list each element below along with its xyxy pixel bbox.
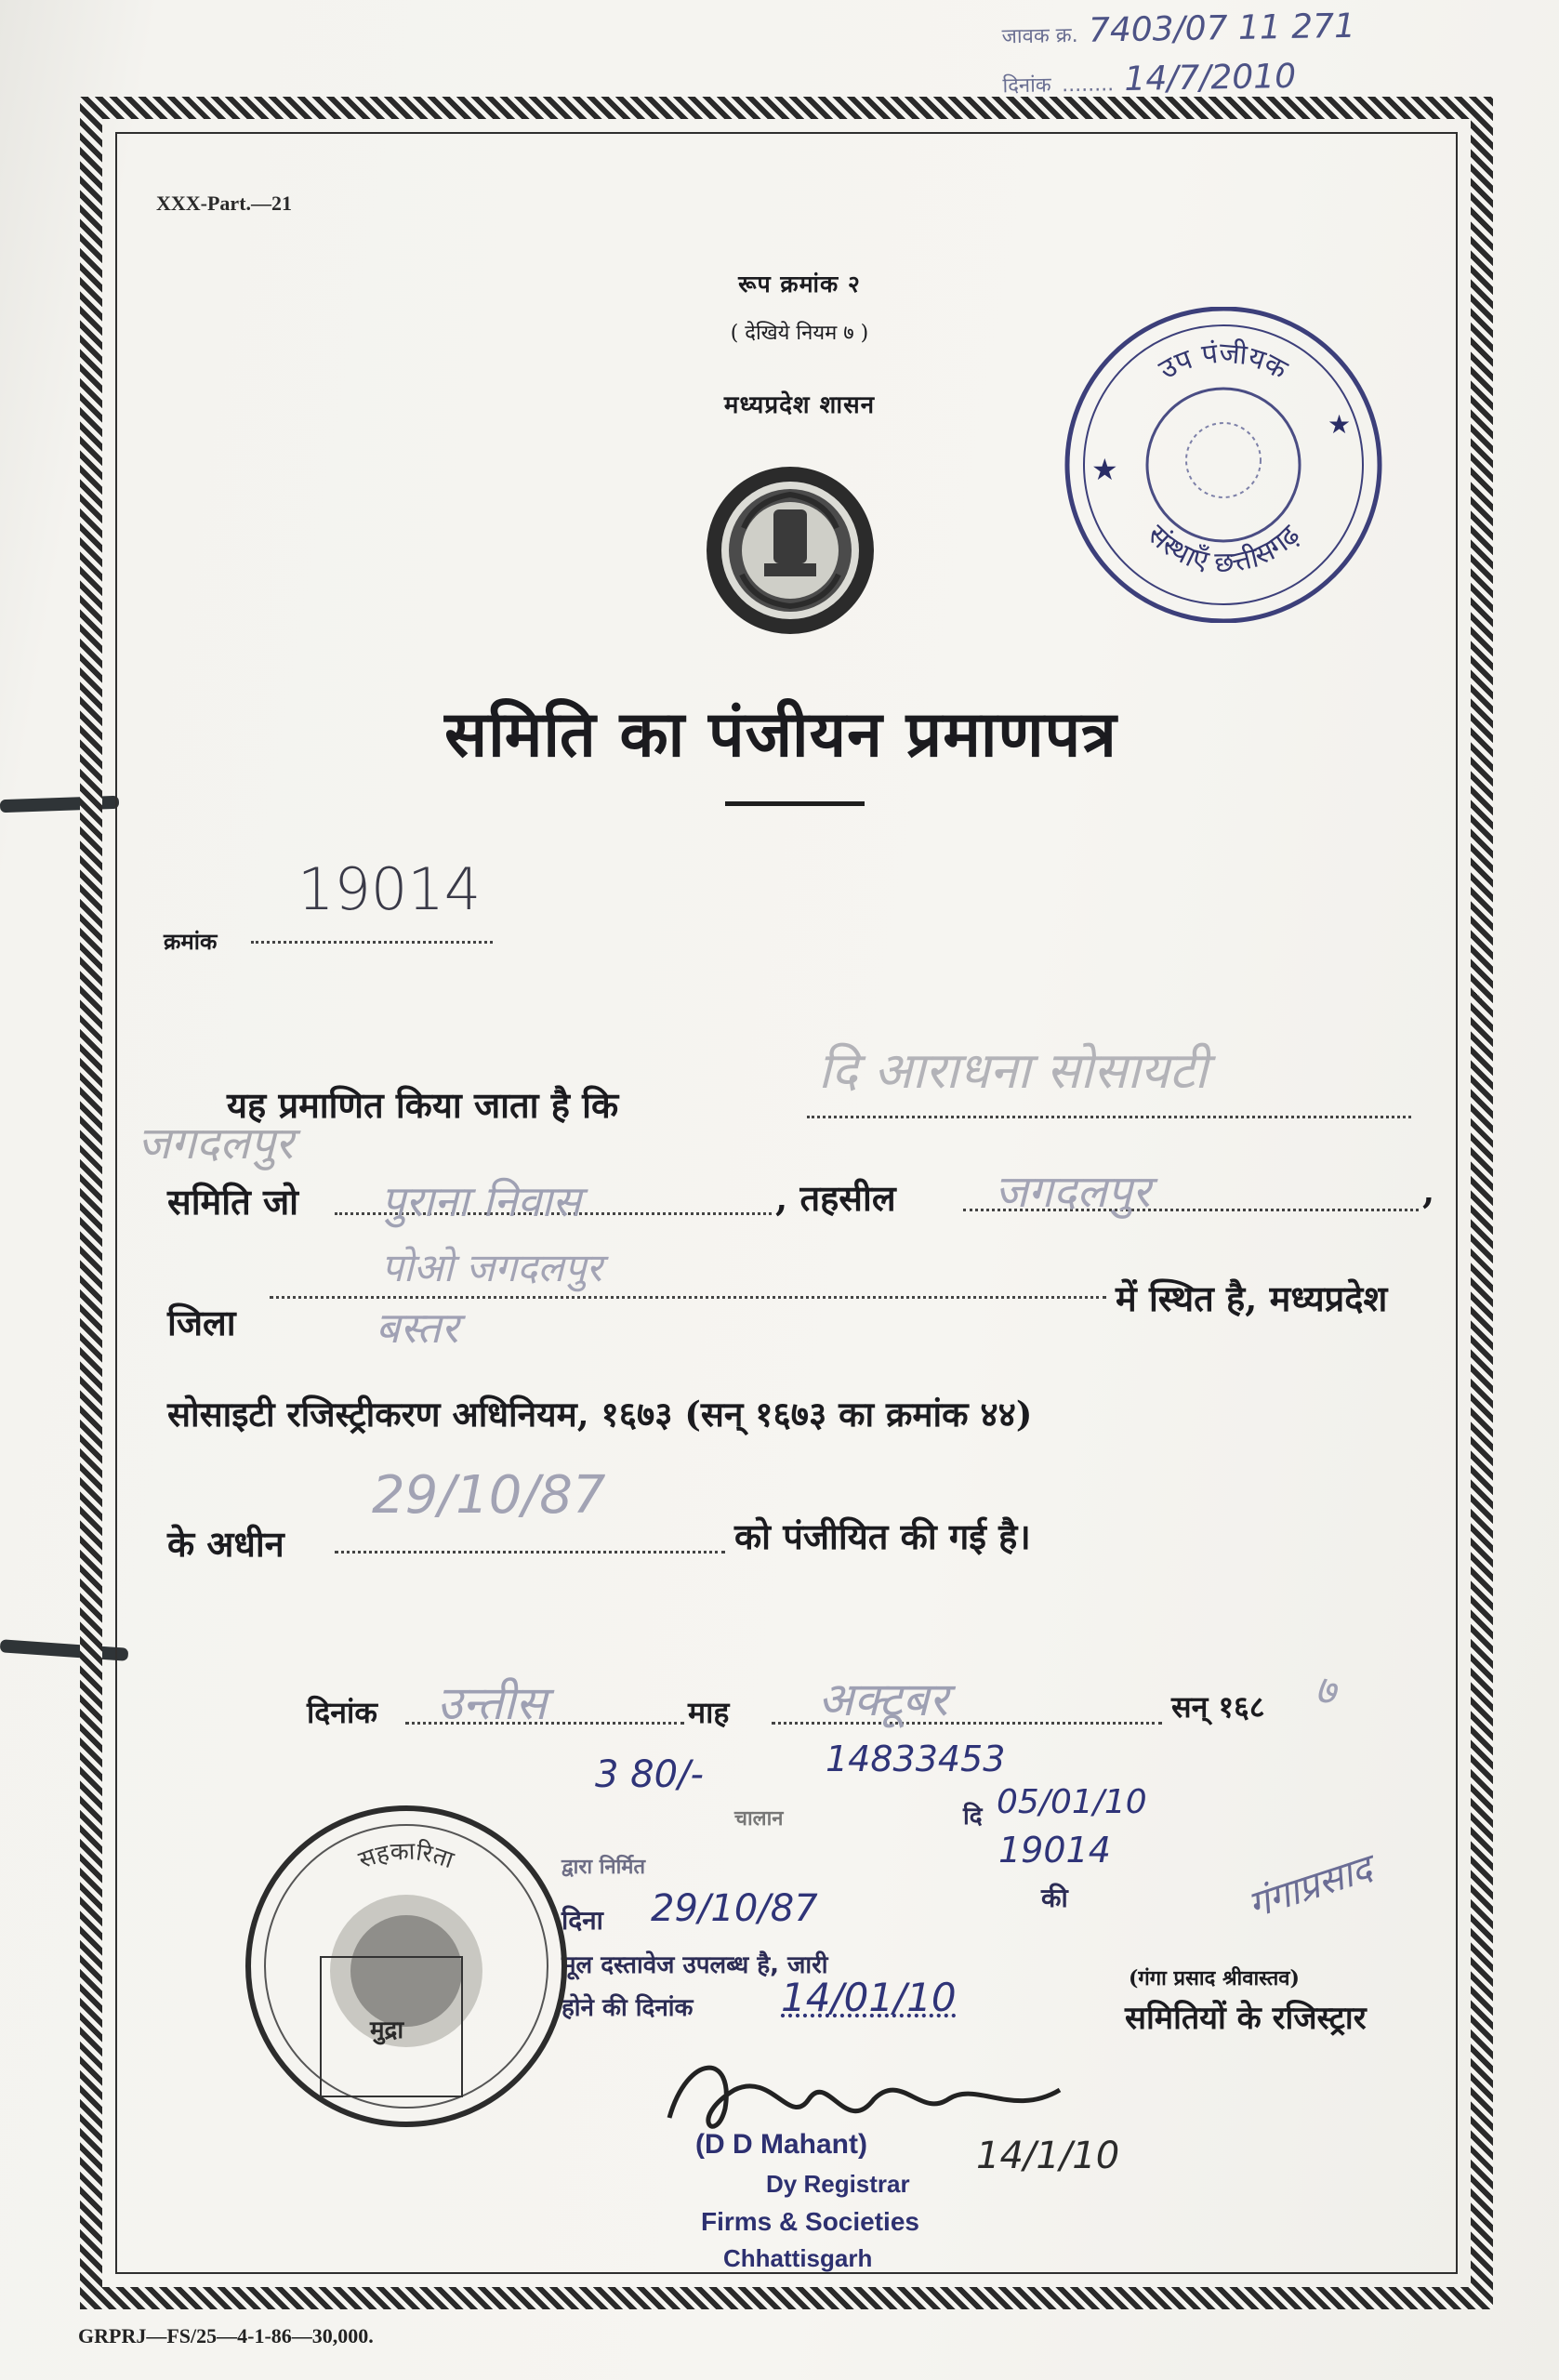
government-name: मध्यप्रदेश शासन — [723, 391, 876, 419]
state-emblem-icon — [699, 463, 881, 638]
officer-state: Chhattisgarh — [723, 2244, 873, 2272]
date-day: उन्तीस — [437, 1676, 548, 1730]
endorse-date-label: दिना — [562, 1905, 603, 1936]
serial-dotted-line — [251, 941, 493, 944]
form-code: XXX-Part.—21 — [156, 192, 293, 215]
year-digit: ७ — [1315, 1667, 1336, 1714]
serial-number: 19014 — [297, 855, 482, 923]
society-name-line — [807, 1116, 1411, 1118]
certificate-title: समिति का पंजीयन प्रमाणपत्र — [444, 697, 1117, 772]
prepared-number: 19014 — [998, 1830, 1111, 1871]
society-name-continued: जगदलपुर — [138, 1117, 294, 1170]
dispatch-date: 14/7/2010 — [1124, 57, 1297, 99]
dispatch-reference: जावक क्र. 7403/07 11 271 दिनांक ........ 14/7/2010 — [1001, 7, 1356, 99]
issue-date-label: होने की दिनांक — [562, 1994, 694, 2022]
registrar-designation: समितियों के रजिस्ट्रार — [1125, 2000, 1367, 2037]
registration-date: 29/10/87 — [372, 1465, 606, 1526]
dispatch-date-label: दिनांक — [1002, 73, 1051, 99]
district-label: जिला — [167, 1302, 236, 1343]
registration-date-line — [335, 1551, 725, 1554]
serial-label: क्रमांक — [164, 928, 218, 955]
month-label: माह — [688, 1695, 730, 1730]
form-number: रूप क्रमांक २ — [738, 271, 861, 298]
date-label: दिनांक — [307, 1695, 377, 1730]
star-icon: ★ — [1328, 409, 1352, 440]
officer-name: (D D Mahant) — [695, 2129, 867, 2160]
tehsil-label: , तहसील — [775, 1177, 896, 1219]
registrar-name: (गंगा प्रसाद श्रीवास्तव) — [1129, 1966, 1300, 1990]
receipt-number: 14833453 — [826, 1739, 1006, 1779]
stamp-bottom-text: संस्थाएँ छत्तीसगढ़ — [1141, 518, 1306, 580]
prepared-by-label: द्वारा निर्मित — [562, 1856, 646, 1879]
date-month: अक्टूबर — [818, 1673, 948, 1726]
footer-code: GRPRJ—FS/25—4-1-86—30,000. — [78, 2324, 374, 2347]
officer-office: Firms & Societies — [701, 2207, 919, 2236]
tehsil-name: जगदलपुर — [995, 1166, 1151, 1218]
dispatch-label: जावक क्र. — [1001, 23, 1078, 49]
form-rule: ( देखिये नियम ७ ) — [730, 322, 869, 345]
endorse-of-text: की — [1041, 1883, 1068, 1913]
registered-text: को पंजीयित की गई है। — [734, 1515, 1031, 1557]
year-label: सन् १६८ — [1171, 1689, 1265, 1725]
svg-text:उप पंजीयक — [1154, 337, 1293, 387]
district-tail-text: में स्थित है, मध्यप्रदेश — [1116, 1277, 1388, 1319]
challan-date-label: दि — [963, 1803, 983, 1831]
society-name: दि आराधना सोसायटी — [818, 1041, 1208, 1100]
act-text: सोसाइटी रजिस्ट्रीकरण अधिनियम, १६७३ (सन् १६७३ का क्रमांक ४४) — [167, 1394, 1033, 1435]
under-label: के अधीन — [167, 1523, 284, 1565]
certify-text: यह प्रमाणित किया जाता है कि — [227, 1084, 619, 1126]
officer-sign-date: 14/1/10 — [976, 2135, 1120, 2177]
issue-date: 14/01/10 — [781, 1975, 957, 2020]
post-office: पोओ जगदलपुर — [381, 1245, 602, 1290]
challan-date: 05/01/10 — [997, 1783, 1147, 1821]
challan-label: चालान — [734, 1807, 784, 1831]
society-label: समिति जो — [167, 1181, 299, 1223]
title-underline — [725, 801, 865, 806]
registrar-round-stamp — [1056, 307, 1391, 623]
receipt-amount: 3 80/- — [595, 1753, 704, 1796]
district-name: बस्तर — [376, 1302, 459, 1353]
original-available-text: मूल दस्तावेज उपलब्ध है, जारी — [562, 1951, 828, 1979]
dispatch-number: 7403/07 11 271 — [1088, 7, 1356, 50]
society-address: पुराना निवास — [381, 1176, 581, 1226]
svg-text:संस्थाएँ छत्तीसगढ़ — [1141, 518, 1307, 579]
registrar-signature: गंगाप्रसाद — [1243, 1846, 1378, 1927]
seal-box-label: मुद्रा — [370, 2016, 404, 2044]
svg-text:सहकारिता — [355, 1837, 458, 1874]
star-icon: ★ — [1091, 452, 1118, 487]
stamp-top-text: उप पंजीयक — [1153, 337, 1293, 387]
tehsil-comma: , — [1422, 1170, 1435, 1211]
endorse-date: 29/10/87 — [651, 1887, 818, 1930]
officer-designation: Dy Registrar — [766, 2170, 910, 2198]
seal-outer-text: सहकारिता — [354, 1837, 457, 1875]
